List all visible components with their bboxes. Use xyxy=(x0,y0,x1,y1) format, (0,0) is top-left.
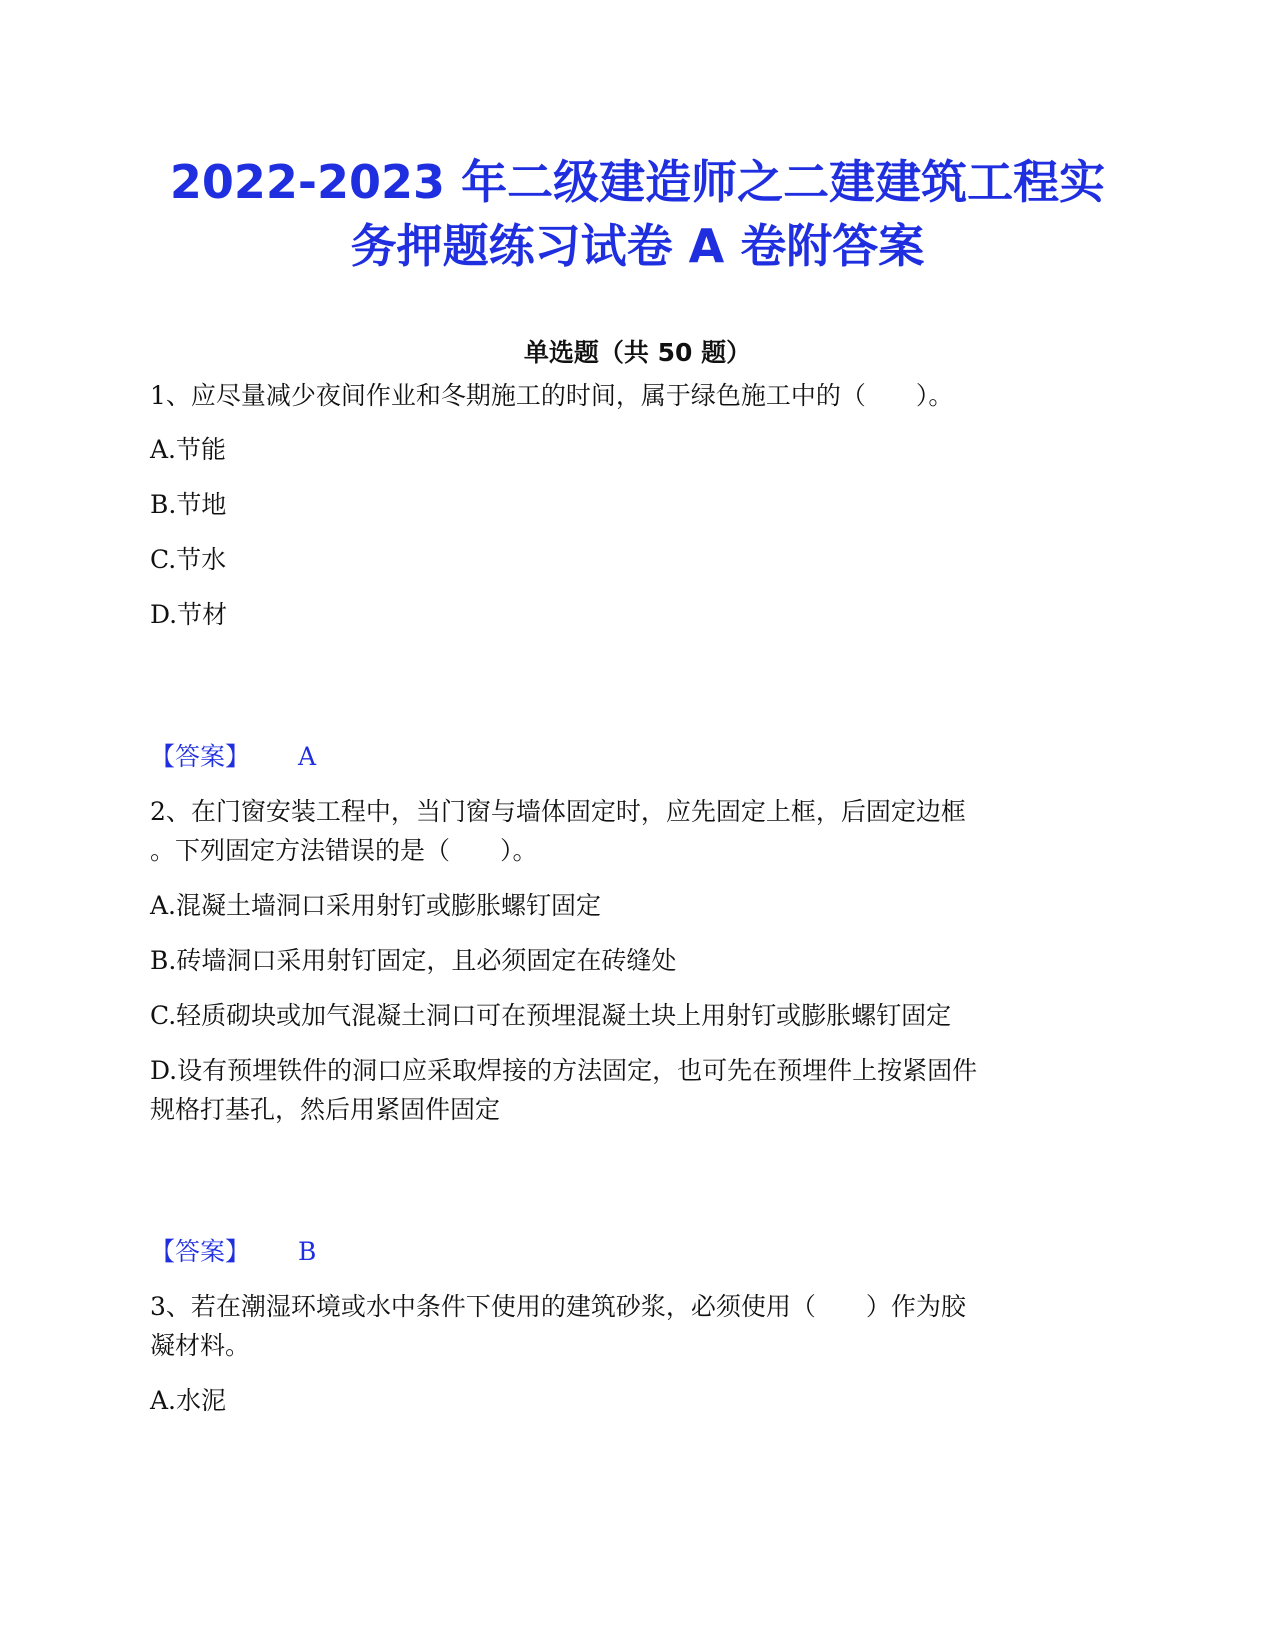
answer-value: B xyxy=(298,1237,317,1266)
question-1-answer xyxy=(150,737,316,777)
answer-value: A xyxy=(298,742,317,771)
question-1-option-c: C.节水 xyxy=(150,545,227,574)
answer-label: 【答案】 xyxy=(150,742,251,771)
question-2-answer xyxy=(150,1232,316,1272)
question-1-option-b: B.节地 xyxy=(150,490,227,519)
question-2-option-b: B.砖墙洞口采用射钉固定，且必须固定在砖缝处 xyxy=(150,946,677,975)
question-1-option-d: D.节材 xyxy=(150,600,228,629)
title-line-1: 2022-2023 年二级建造师之二建建筑工程实 xyxy=(169,155,1106,209)
document-title xyxy=(140,150,1135,278)
question-3-option-a: A.水泥 xyxy=(150,1386,227,1415)
question-3-stem-line-1: 3、若在潮湿环境或水中条件下使用的建筑砂浆，必须使用（ ）作为胶 xyxy=(150,1292,966,1321)
question-2-option-d: D.设有预埋铁件的洞口应采取焊接的方法固定，也可先在预埋件上按紧固件 xyxy=(150,1056,978,1085)
question-3-stem-line-2: 凝材料。 xyxy=(150,1331,251,1360)
question-2-option-c: C.轻质砌块或加气混凝土洞口可在预埋混凝土块上用射钉或膨胀螺钉固定 xyxy=(150,1001,952,1030)
question-2-stem-line-2: 。下列固定方法错误的是（ ）。 xyxy=(150,836,538,865)
question-2-option-d-continued: 规格打基孔，然后用紧固件固定 xyxy=(150,1095,501,1124)
question-2-option-a: A.混凝土墙洞口采用射钉或膨胀螺钉固定 xyxy=(150,891,602,920)
answer-label: 【答案】 xyxy=(150,1237,251,1266)
question-2-stem-line-1: 2、在门窗安装工程中，当门窗与墙体固定时，应先固定上框，后固定边框 xyxy=(150,797,966,826)
question-1-stem: 1、应尽量减少夜间作业和冬期施工的时间，属于绿色施工中的（ ）。 xyxy=(150,381,954,410)
title-line-2: 务押题练习试卷 A 卷附答案 xyxy=(350,219,925,273)
question-1-option-a: A.节能 xyxy=(150,435,227,464)
section-heading: 单选题（共 50 题） xyxy=(523,338,752,367)
